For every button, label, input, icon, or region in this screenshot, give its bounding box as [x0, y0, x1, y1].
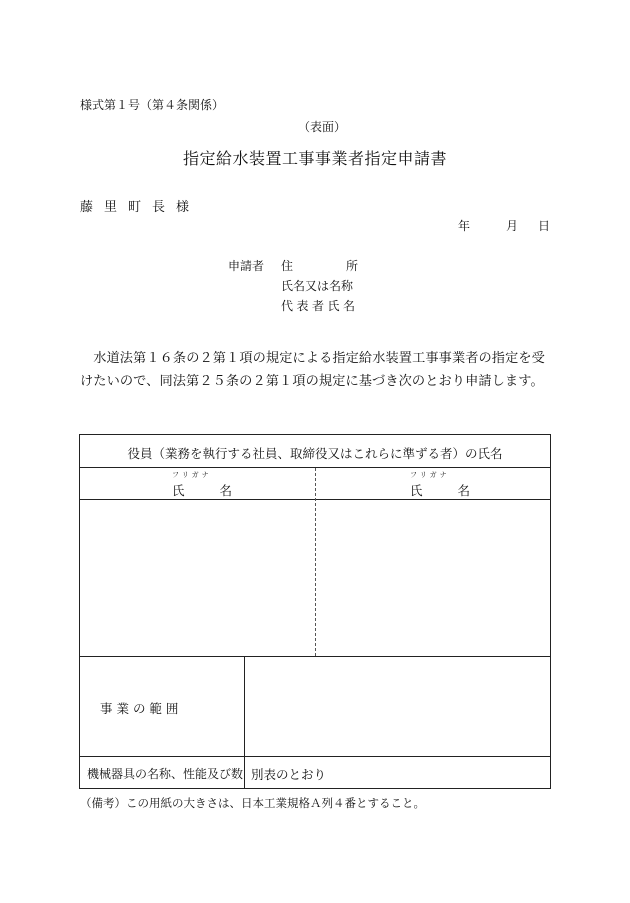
business-scope-label: 事 業 の 範 囲 [100, 701, 179, 716]
furigana-right: フリガナ [410, 471, 450, 479]
name-header-left-part-1: 氏 [172, 483, 185, 498]
applicant-label: 申請者 [228, 259, 265, 273]
name-header-right [410, 481, 470, 499]
representative-label: 代表者氏名 [281, 299, 359, 313]
address-label-part-2: 所 [345, 259, 358, 273]
date-day: 日 [538, 219, 551, 233]
addressee: 藤里町長様 [80, 200, 201, 215]
equipment-label: 機械器具の名称、性能及び数 [87, 767, 244, 781]
furigana-left: フリガナ [172, 471, 212, 479]
name-header-right-part-2: 名 [457, 483, 470, 498]
side-label: （表面） [298, 120, 347, 134]
application-body: 水道法第１６条の２第１項の規定による指定給水装置工事事業者の指定を受けたいので、同法第２５条の２第１項の規定に基づき次のとおり申請します。 [80, 351, 545, 389]
remark-note: （備考）この用紙の大きさは、日本工業規格Ａ列４番とすること。 [80, 796, 425, 810]
table-header: 役員（業務を執行する社員、取締役又はこれらに準ずる者）の氏名 [127, 446, 503, 461]
address-label [281, 257, 358, 274]
date-row [458, 217, 550, 234]
name-header-left [172, 481, 232, 499]
equipment-value: 別表のとおり [251, 767, 327, 782]
column-divider-dashed [315, 468, 316, 656]
date-year: 年 [458, 219, 471, 233]
name-header-right-part-1: 氏 [410, 483, 423, 498]
name-header-left-part-2: 名 [219, 483, 232, 498]
form-number: 様式第１号（第４条関係） [80, 98, 225, 112]
scope-column-divider [244, 656, 245, 756]
table-divider [80, 756, 550, 757]
name-label: 氏名又は名称 [281, 279, 354, 293]
table-divider [80, 656, 550, 657]
address-label-part-1: 住 [281, 259, 294, 273]
date-month: 月 [506, 219, 519, 233]
document-title: 指定給水装置工事事業者指定申請書 [182, 149, 447, 168]
equipment-column-divider [244, 756, 245, 789]
officers-table [79, 434, 551, 789]
